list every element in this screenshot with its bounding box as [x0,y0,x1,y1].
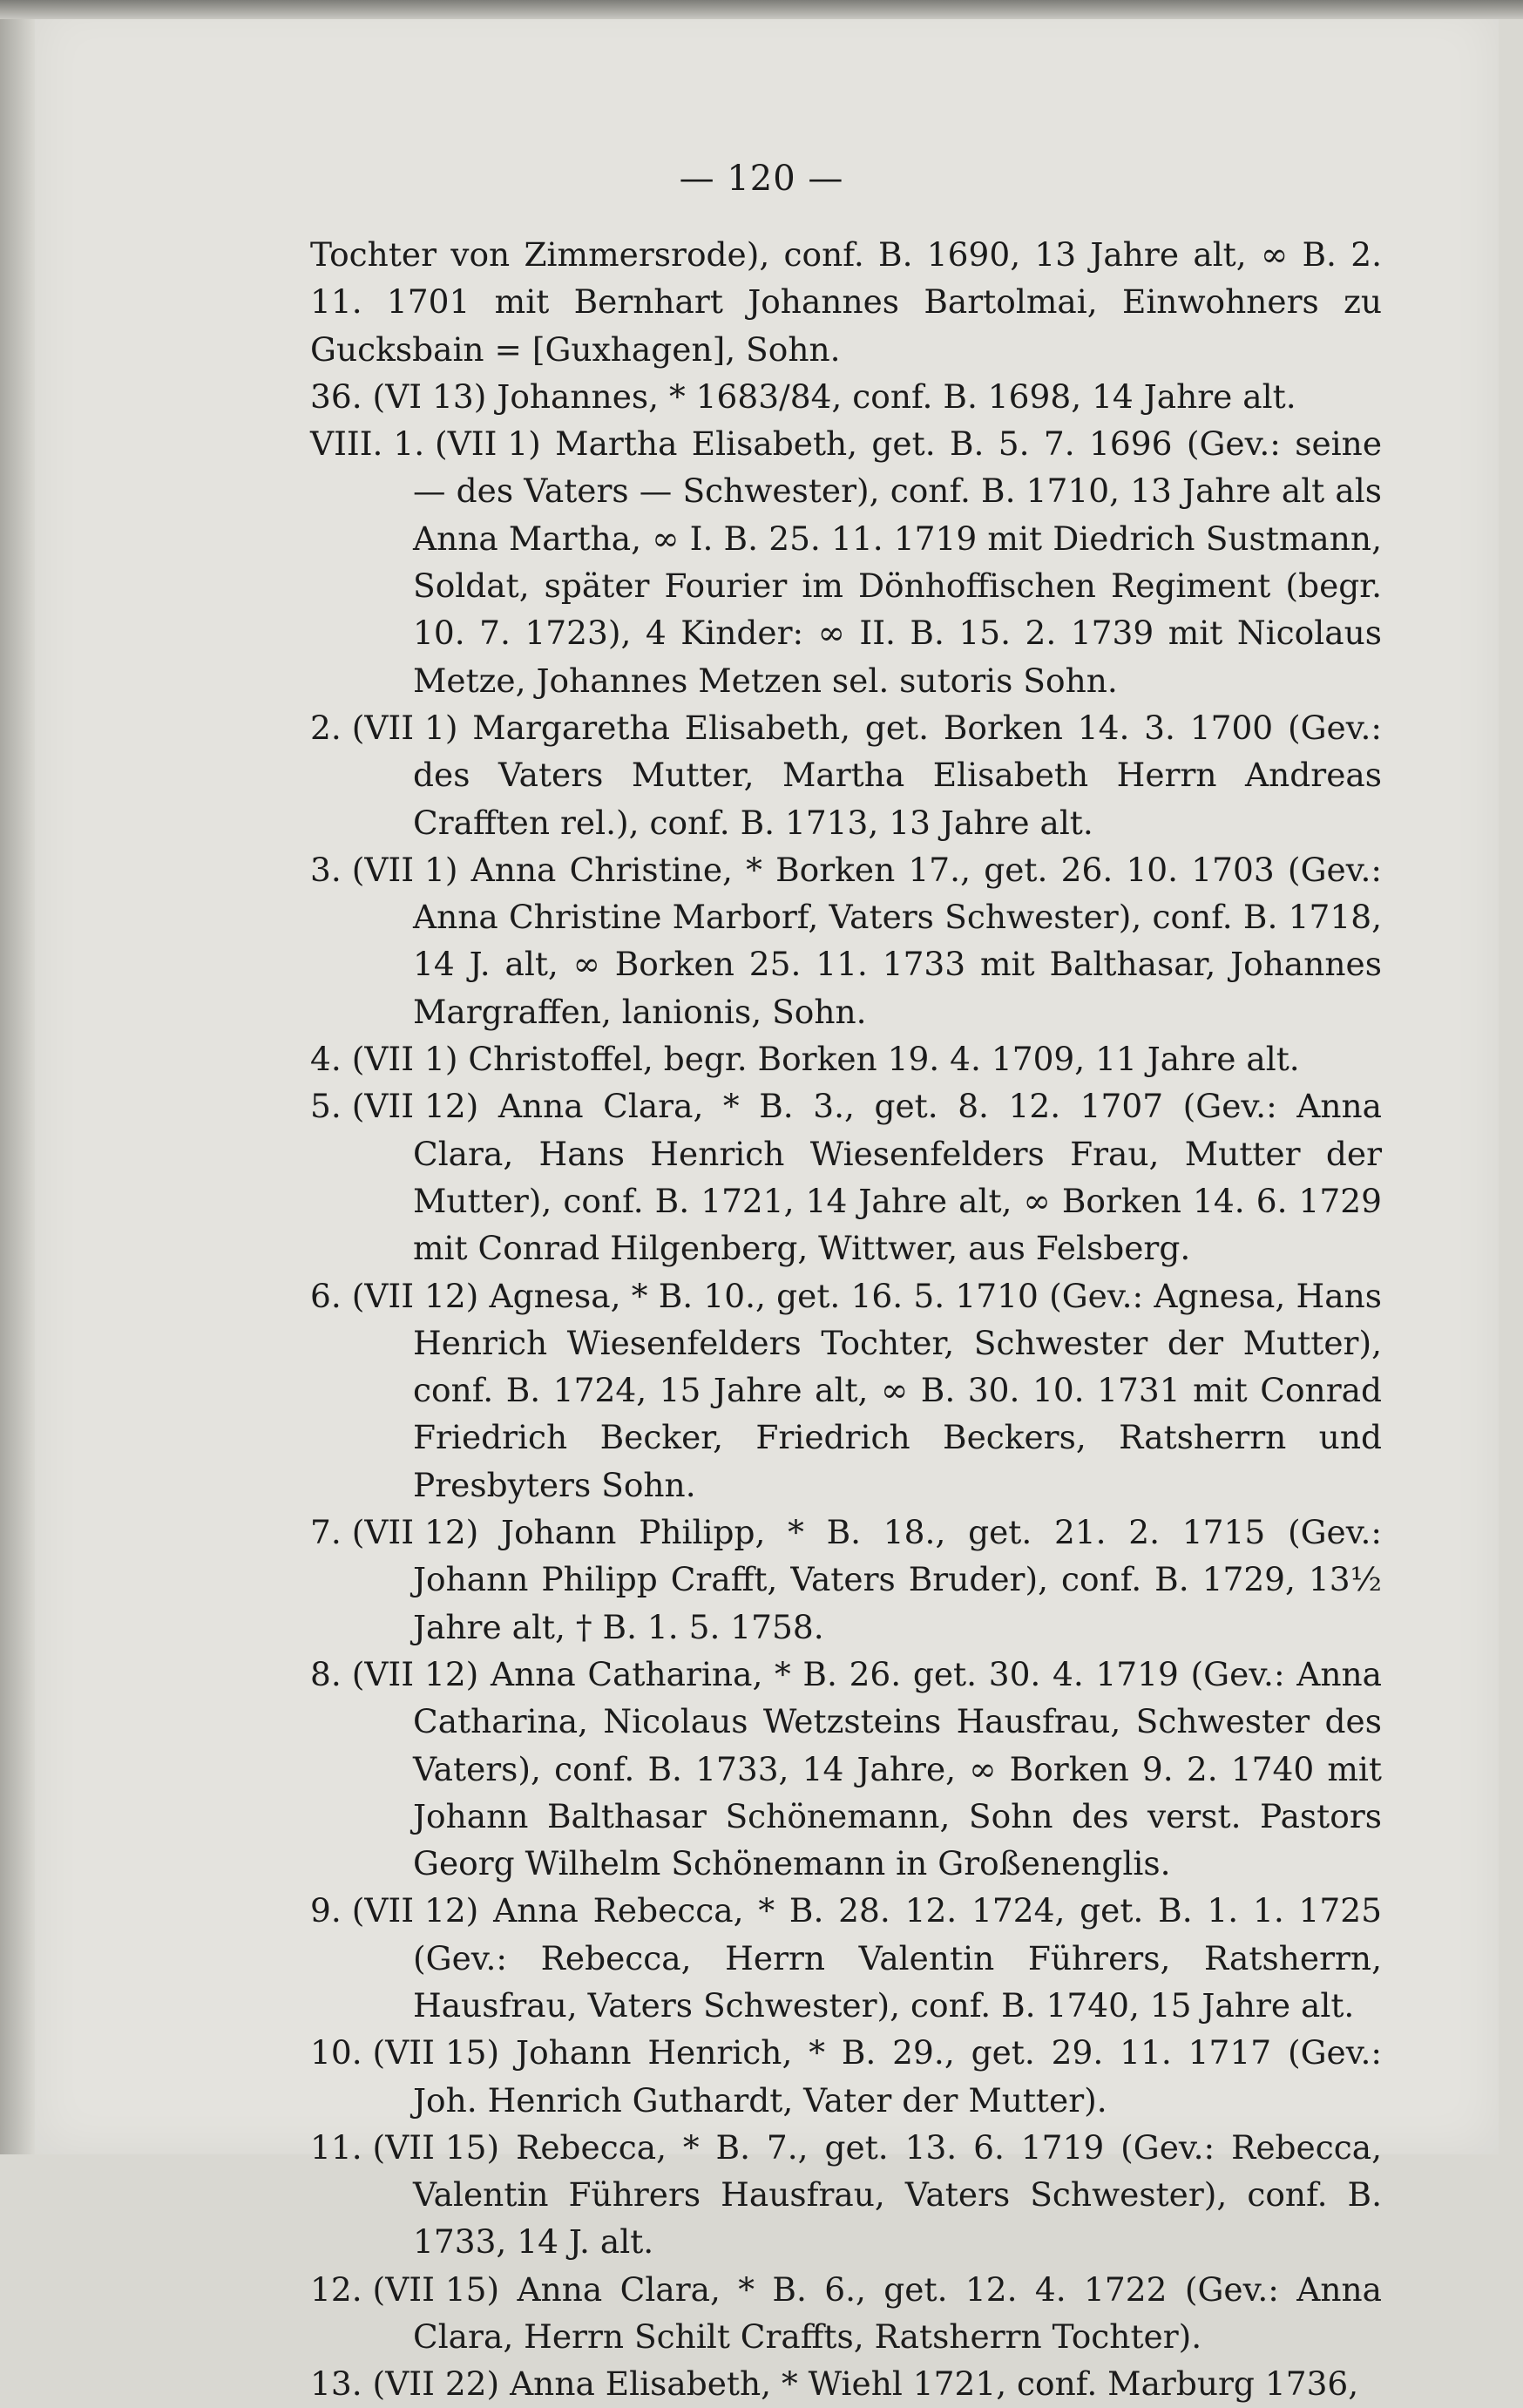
page-number: — 120 — [679,159,844,199]
entry-number: 8. (VII 12) [310,1654,479,1693]
entry-13 [293,2360,1382,2407]
entry-4 [310,1035,1382,1082]
entry-number: 4. (VII 1) [310,1040,458,1079]
entry-11 [293,2124,1382,2266]
genealogy-entries [310,231,1382,2408]
entry-continuation [310,231,1382,373]
entry-6 [310,1272,1382,1509]
entry-text: Anna Catharina, * B. 26. get. 30. 4. 1719 (Gev.: Anna Catharina, Nicolaus Wetzsteins Hausfrau, Schwester des Vaters), conf. B. 1733, 14 Jahre, ∞ Borken 9. 2. 1740 mit Johann Balthasar Schönemann, Sohn des verst. Pastors Georg Wilhelm Schönemann in Großenenglis. [413,1654,1383,1883]
entry-number: 6. (VII 12) [310,1276,479,1315]
entry-text: Tochter von Zimmersrode), conf. B. 1690, 13 Jahre alt, ∞ B. 2. 11. 1701 mit Bernhart Johannes Bartolmai, Einwohners zu Gucksbain = [Guxhagen], Sohn. [310,235,1382,369]
entry-text: Johann Henrich, * B. 29., get. 29. 11. 1717 (Gev.: Joh. Henrich Guthardt, Vater der Mutter). [413,2033,1383,2120]
entry-number: 5. (VII 12) [310,1087,479,1126]
entry-text: Margaretha Elisabeth, get. Borken 14. 3. 1700 (Gev.: des Vaters Mutter, Martha Elisabeth Herrn Andreas Crafften rel.), conf. B. 1713, 13 Jahre alt. [413,708,1383,842]
entry-2 [310,704,1382,846]
entry-text: Agnesa, * B. 10., get. 16. 5. 1710 (Gev.: Agnesa, Hans Henrich Wiesenfelders Tochter, Schwester der Mutter), conf. B. 1724, 15 Jahre alt, ∞ B. 30. 10. 1731 mit Conrad Friedrich Becker, Friedrich Beckers, Ratsherrn und Presbyters Sohn. [413,1276,1382,1504]
entry-number: 10. (VII 15) [310,2033,500,2072]
entry-36 [310,373,1382,420]
entry-number: 2. (VII 1) [310,708,458,747]
entry-number: 9. (VII 12) [310,1891,479,1930]
entry-number: 12. (VII 15) [310,2269,500,2309]
entry-text: Anna Rebecca, * B. 28. 12. 1724, get. B. 1. 1. 1725 (Gev.: Rebecca, Herrn Valentin Führers, Ratsherrn, Hausfrau, Vaters Schwester), conf. B. 1740, 15 Jahre alt. [413,1891,1382,2025]
entry-5 [310,1082,1382,1272]
entry-3 [310,846,1382,1035]
entry-number: 13. (VII 22) [310,2364,500,2404]
entry-10 [293,2029,1382,2124]
entry-text: Rebecca, * B. 7., get. 13. 6. 1719 (Gev.: Rebecca, Valentin Führers Hausfrau, Vaters Schwester), conf. B. 1733, 14 J. alt. [413,2127,1382,2262]
entry-number: 7. (VII 12) [310,1513,479,1552]
entry-number: VIII. 1. (VII 1) [310,424,541,464]
entry-text: Anna Elisabeth, * Wiehl 1721, conf. Marburg 1736, [510,2364,1359,2404]
entry-number: 11. (VII 15) [310,2127,500,2167]
entry-text: Johannes, * 1683/84, conf. B. 1698, 14 Jahre alt. [497,376,1296,416]
entry-text: Anna Clara, * B. 3., get. 8. 12. 1707 (Gev.: Anna Clara, Hans Henrich Wiesenfelders Frau, Mutter der Mutter), conf. B. 1721, 14 Jahre alt, ∞ Borken 14. 6. 1729 mit Conrad Hilgenberg, Wittwer, aus Felsberg. [413,1087,1383,1268]
entry-7 [310,1509,1382,1651]
entry-8 [310,1651,1382,1887]
entry-viii-1 [234,420,1382,704]
entry-text: Christoffel, begr. Borken 19. 4. 1709, 11 Jahre alt. [468,1040,1300,1079]
entry-text: Anna Clara, * B. 6., get. 12. 4. 1722 (Gev.: Anna Clara, Herrn Schilt Craffts, Ratsherrn Tochter). [413,2269,1383,2357]
entry-number: 3. (VII 1) [310,850,458,889]
entry-12 [293,2266,1382,2361]
entry-text: Martha Elisabeth, get. B. 5. 7. 1696 (Gev.: seine — des Vaters — Schwester), conf. B. 1710, 13 Jahre alt als Anna Martha, ∞ I. B. 25. 11. 1719 mit Diedrich Sustmann, Soldat, später Fourier im Dönhoffischen Regiment (begr. 10. 7. 1723), 4 Kinder: ∞ II. B. 15. 2. 1739 mit Nicolaus Metze, Johannes Metzen sel. sutoris Sohn. [413,424,1383,700]
page-gutter-shadow [0,0,35,2154]
entry-text: Johann Philipp, * B. 18., get. 21. 2. 1715 (Gev.: Johann Philipp Crafft, Vaters Bruder), conf. B. 1729, 13½ Jahre alt, † B. 1. 5. 1758. [413,1513,1383,1646]
entry-text: Anna Christine, * Borken 17., get. 26. 10. 1703 (Gev.: Anna Christine Marborf, Vaters Schwester), conf. B. 1718, 14 J. alt, ∞ Borken 25. 11. 1733 mit Balthasar, Johannes Margraffen, lanionis, Sohn. [413,850,1383,1031]
page-top-edge [0,0,1523,19]
entry-9 [310,1887,1382,2029]
entry-number: 36. (VI 13) [310,376,487,416]
